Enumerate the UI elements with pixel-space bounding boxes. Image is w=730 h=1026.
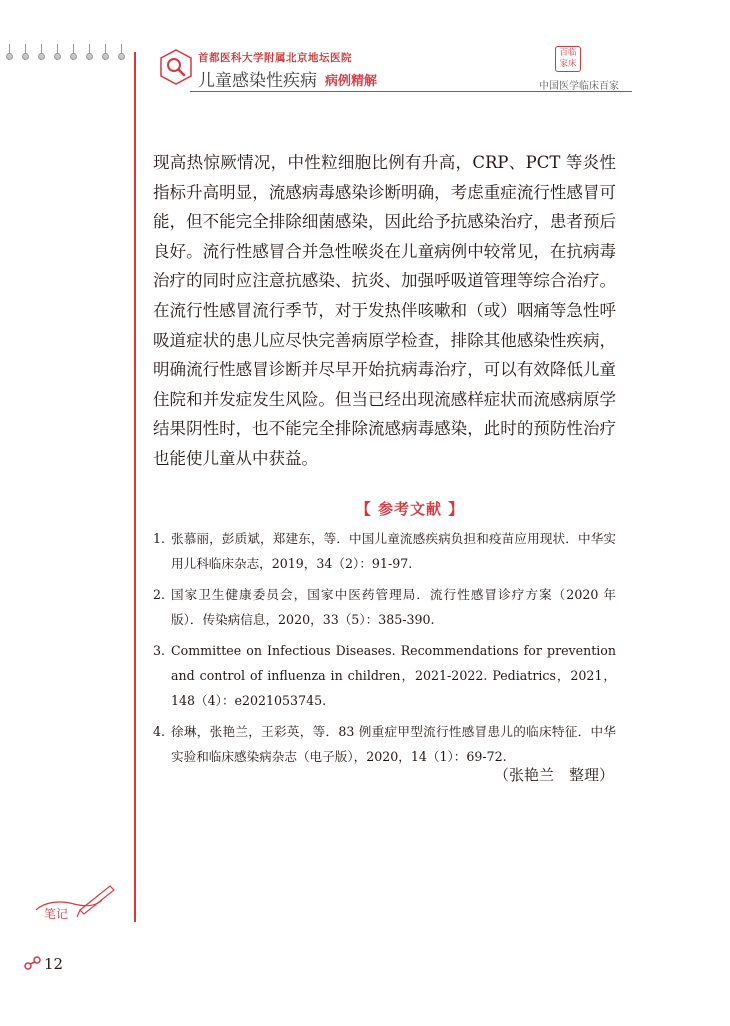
reference-item [153,719,616,769]
notes-pen-icon [30,880,120,924]
reference-number: 4. [153,724,166,739]
hospital-name: 首都医科大学附属北京地坛医院 [198,52,352,64]
reference-item [153,638,616,713]
magnifier-hexagon-logo [158,48,194,88]
compiler-signature: （张艳兰 整理） [493,766,614,784]
binder-pin [6,44,14,62]
note-label: 笔记 [44,907,69,921]
binder-pin [102,44,110,62]
references-title: 【 参考文献 】 [355,500,465,518]
reference-number: 2. [153,587,166,602]
margin-line [134,52,136,922]
binder-pin [70,44,78,62]
reference-number: 3. [153,643,166,658]
references-list [153,526,616,775]
reference-text: Committee on Infectious Diseases. Recommendations for prevention and control of influenza in children，2021-2022. Pediatrics，2021，148（4）：e2021053745. [171,643,616,708]
book-subtitle: 病例精解 [325,74,378,89]
binder-pin [54,44,62,62]
body-text [153,148,616,474]
body-paragraph: 现高热惊厥情况，中性粒细胞比例有升高，CRP、PCT 等炎性指标升高明显，流感病毒感染诊断明确，考虑重症流行性感冒可能，但不能完全排除细菌感染，因此给予抗感染治疗，患者预后良好。流行性感冒合并急性喉炎在儿童病例中较常见，在抗病毒治疗的同时应注意抗感染、抗炎、加强呼吸道管理等综合治疗。在流行性感冒流行季节，对于发热伴咳嗽和（或）咽痛等急性呼吸道症状的患儿应尽快完善病原学检查，排除其他感染性疾病，明确流行性感冒诊断并尽早开始抗病毒治疗，可以有效降低儿童住院和并发症发生风险。但当已经出现流感样症状而流感病原学结果阴性时，也不能完全排除流感病毒感染，此时的预防性治疗也能使儿童从中获益。 [153,153,616,468]
binder-pins [0,44,136,64]
reference-text: 徐琳，张艳兰，王彩英，等．83 例重症甲型流行性感冒患儿的临床特征．中华实验和临床感染病杂志（电子版），2020，14（1）：69-72. [171,724,616,764]
reference-number: 1. [153,531,166,546]
page-ornament-icon [24,956,42,970]
reference-item [153,582,616,632]
binder-pin [86,44,94,62]
page-number: 12 [44,955,64,973]
series-name: 中国医学临床百家 [539,81,619,92]
book-title: 儿童感染性疾病 [198,71,317,91]
binder-pin [118,44,126,62]
reference-text: 张慕丽，彭质斌，郑建东，等．中国儿童流感疾病负担和疫苗应用现状．中华实用儿科临床杂志，2019，34（2）：91-97. [171,531,616,571]
binder-pin [22,44,30,62]
series-seal: 百临家床 [555,46,581,72]
reference-text: 国家卫生健康委员会，国家中医药管理局．流行性感冒诊疗方案（2020 年版）．传染病信息，2020，33（5）：385-390. [171,587,616,627]
reference-item [153,526,616,576]
binder-pin [38,44,46,62]
